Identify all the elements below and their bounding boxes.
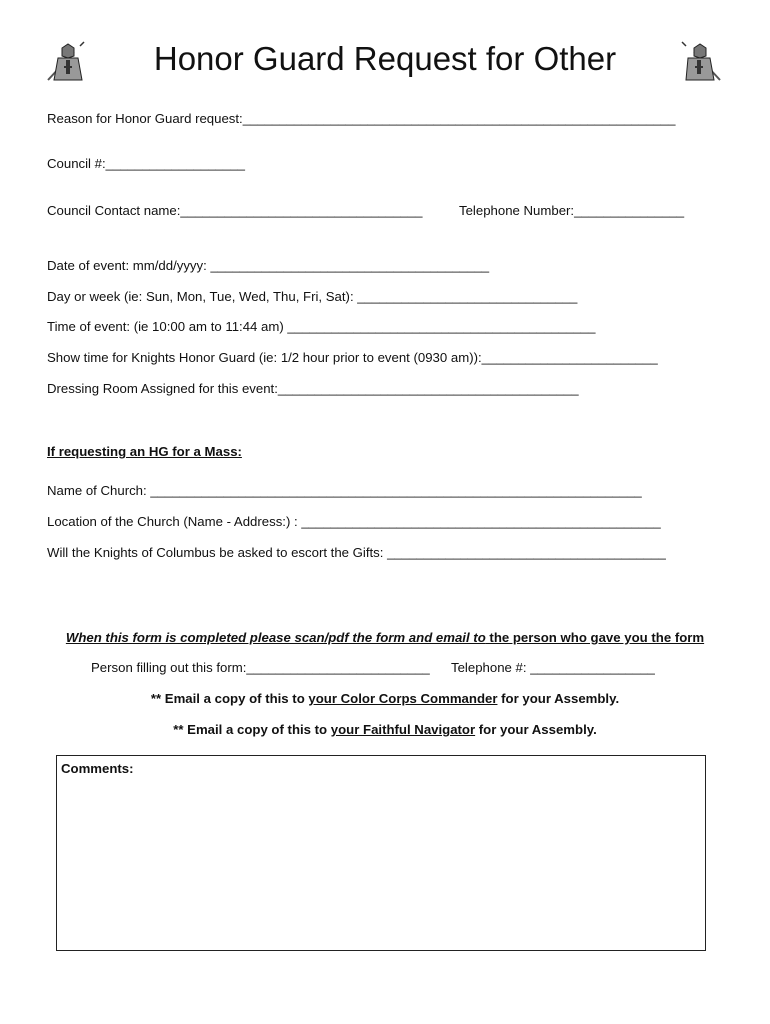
church-location-field[interactable]: Location of the Church (Name - Address:) : _________________________________________________: [47, 514, 661, 529]
time-field[interactable]: Time of event: (ie 10:00 am to 11:44 am) __________________________________________: [47, 319, 596, 334]
contact-name-field[interactable]: Council Contact name:_________________________________: [47, 203, 423, 218]
email-commander-line: [0, 691, 770, 706]
escort-gifts-field[interactable]: Will the Knights of Columbus be asked to escort the Gifts: ______________________________________: [47, 545, 666, 560]
person-field[interactable]: Person filling out this form:_________________________: [91, 660, 430, 675]
email-navigator-line: [0, 722, 770, 737]
email1-post: for your Assembly.: [497, 691, 620, 706]
day-field[interactable]: Day or week (ie: Sun, Mon, Tue, Wed, Thu, Fri, Sat): ______________________________: [47, 289, 578, 304]
email2-post: for your Assembly.: [475, 722, 597, 737]
email1-pre: ** Email a copy of this to: [150, 691, 309, 706]
church-name-field[interactable]: Name of Church: ___________________________________________________________________: [47, 483, 642, 498]
reason-field[interactable]: Reason for Honor Guard request:___________________________________________________________: [47, 111, 676, 126]
page-title: Honor Guard Request for Other: [153, 40, 617, 77]
telephone-field[interactable]: Telephone Number:_______________: [459, 203, 685, 218]
dressing-room-field[interactable]: Dressing Room Assigned for this event:_________________________________________: [47, 381, 579, 396]
faithful-navigator-link: your Faithful Navigator: [330, 722, 476, 737]
instructions-bold: the person who gave you the form: [485, 630, 705, 645]
person-telephone-field[interactable]: Telephone #: _________________: [451, 660, 655, 675]
mass-heading: If requesting an HG for a Mass:: [47, 444, 242, 459]
date-field[interactable]: Date of event: mm/dd/yyyy: ______________________________________: [47, 258, 490, 273]
instructions-italic: When this form is completed please scan/pdf the form and email to: [65, 630, 486, 645]
comments-box[interactable]: [56, 755, 706, 951]
instructions-line: [0, 630, 770, 645]
council-field[interactable]: Council #:___________________: [47, 156, 245, 171]
color-corps-commander-link: your Color Corps Commander: [308, 691, 498, 706]
showtime-field[interactable]: Show time for Knights Honor Guard (ie: 1/2 hour prior to event (0930 am)):________________________: [47, 350, 658, 365]
comments-label: Comments:: [61, 761, 134, 776]
email2-pre: ** Email a copy of this to: [173, 722, 331, 737]
